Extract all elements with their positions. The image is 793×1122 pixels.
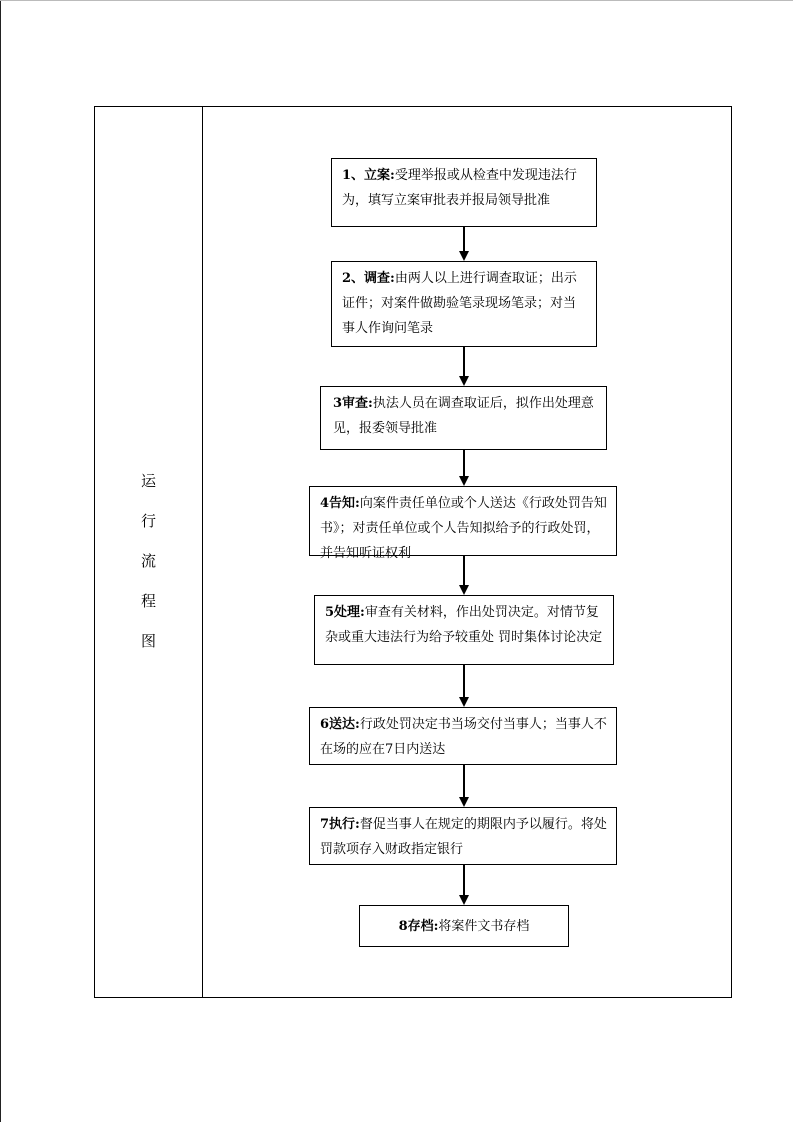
step-text: 审查有关材料，作出处罚决定。对情节复杂或重大违法行为给予较重处 罚时集体讨论决定 — [325, 605, 603, 645]
step-title: 7执行: — [320, 817, 360, 832]
step-box-archiving — [359, 905, 569, 947]
step-title: 2、调查: — [342, 271, 395, 286]
label-char: 流 — [140, 552, 156, 570]
label-char: 行 — [140, 512, 156, 530]
step-title: 8存档: — [398, 918, 439, 934]
section-label — [95, 107, 202, 997]
flow-arrow — [459, 556, 469, 595]
step-title: 3审查: — [333, 396, 373, 411]
step-text: 执法人员在调查取证后，拟作出处理意见，报委领导批准 — [333, 396, 594, 436]
flow-arrow — [459, 765, 469, 807]
flow-arrow — [459, 665, 469, 707]
step-box-execution — [309, 807, 617, 865]
step-title: 6送达: — [320, 717, 360, 732]
flow-arrow — [459, 450, 469, 486]
label-char: 程 — [140, 592, 156, 610]
column-divider — [202, 107, 203, 997]
flow-arrow — [459, 227, 469, 261]
step-text: 向案件责任单位或个人送达《行政处罚告知书》；对责任单位或个人告知拟给予的行政处罚，并告知听证权利 — [320, 496, 607, 561]
step-box-handling — [314, 595, 614, 665]
step-title: 1、立案: — [342, 168, 395, 183]
step-box-delivery — [309, 707, 617, 765]
step-text: 由两人以上进行调查取证；出示证件；对案件做勘验笔录现场笔录；对当事人作询问笔录 — [342, 271, 577, 336]
step-text: 督促当事人在规定的期限内予以履行。将处罚款项存入财政指定银行 — [320, 817, 607, 857]
step-text: 将案件文书存档 — [438, 918, 530, 934]
step-title: 4告知: — [320, 496, 360, 511]
step-title: 5处理: — [325, 605, 365, 620]
step-text: 受理举报或从检查中发现违法行为，填写立案审批表并报局领导批准 — [342, 168, 577, 208]
step-box-review — [320, 386, 607, 450]
step-box-investigation — [331, 261, 597, 347]
label-char: 图 — [140, 632, 156, 650]
page-edge-top — [0, 0, 793, 1]
label-char: 运 — [140, 472, 156, 490]
page-edge — [0, 0, 1, 1122]
step-text: 行政处罚决定书当场交付当事人；当事人不在场的应在7日内送达 — [320, 717, 607, 757]
flow-arrow — [459, 865, 469, 905]
step-box-notification — [309, 486, 617, 561]
step-box-filing — [331, 158, 597, 227]
flow-arrow — [459, 347, 469, 386]
